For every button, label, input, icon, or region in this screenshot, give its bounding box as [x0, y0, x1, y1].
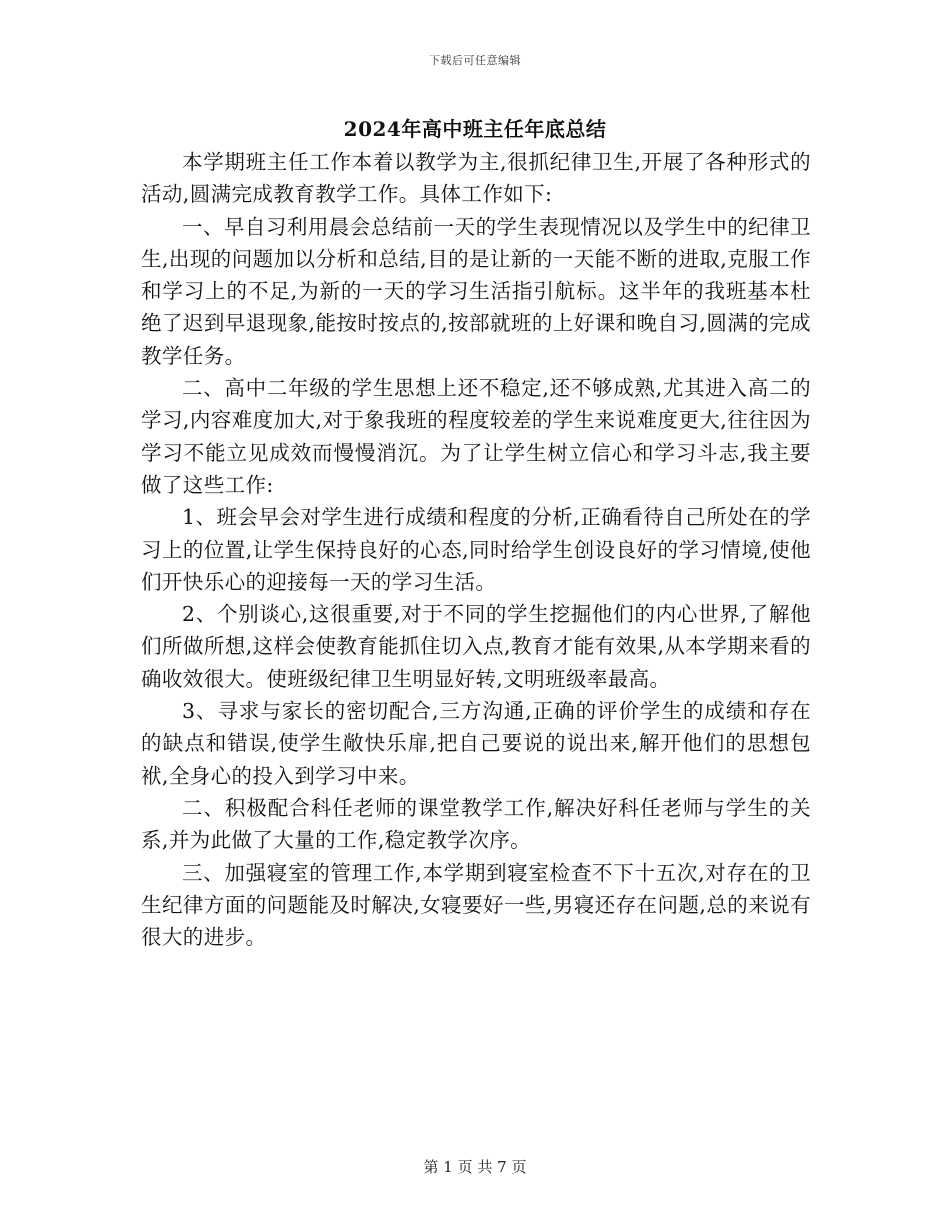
paragraph-intro: 本学期班主任工作本着以教学为主,很抓纪律卫生,开展了各种形式的活动,圆满完成教育教学工作。具体工作如下: — [141, 150, 811, 207]
paragraph-item-3: 3、寻求与家长的密切配合,三方沟通,正确的评价学生的成绩和存在的缺点和错误,使学生敞快乐扉,把自己要说的说出来,解开他们的思想包袱,全身心的投入到学习中来。 — [141, 699, 811, 788]
paragraph-section-1: 一、早自习利用晨会总结前一天的学生表现情况以及学生中的纪律卫生,出现的问题加以分析和总结,目的是让新的一天能不断的进取,克服工作和学习上的不足,为新的一天的学习生活指引航标。这半年的我班基本杜绝了迟到早退现象,能按时按点的,按部就班的上好课和晚自习,圆满的完成教学任务。 — [141, 214, 811, 368]
header-note: 下载后可任意编辑 — [429, 54, 521, 67]
page-number: 第 1 页 共 7 页 — [423, 1158, 527, 1176]
paragraph-section-2b: 二、积极配合科任老师的课堂教学工作,解决好科任老师与学生的关系,并为此做了大量的工作,稳定教学次序。 — [141, 795, 811, 853]
paragraph-item-2: 2、个别谈心,这很重要,对于不同的学生挖掘他们的内心世界,了解他们所做所想,这样会使教育能抓住切入点,教育才能有效果,从本学期来看的确收效很大。使班级纪律卫生明显好转,文明班级率最高。 — [141, 602, 811, 691]
paragraph-item-1: 1、班会早会对学生进行成绩和程度的分析,正确看待自己所处在的学习上的位置,让学生保持良好的心态,同时给学生创设良好的学习情境,使他们开快乐心的迎接每一天的学习生活。 — [141, 505, 811, 594]
paragraph-section-2: 二、高中二年级的学生思想上还不稳定,还不够成熟,尤其进入高二的学习,内容难度加大,对于象我班的程度较差的学生来说难度更大,往往因为学习不能立见成效而慢慢消沉。为了让学生树立信心和学习斗志,我主要做了这些工作: — [141, 376, 811, 497]
document-body — [141, 146, 811, 953]
document-title: 2024年高中班主任年底总结 — [343, 117, 607, 141]
paragraph-section-3: 三、加强寝室的管理工作,本学期到寝室检查不下十五次,对存在的卫生纪律方面的问题能及时解决,女寝要好一些,男寝还存在问题,总的来说有很大的进步。 — [141, 860, 811, 950]
